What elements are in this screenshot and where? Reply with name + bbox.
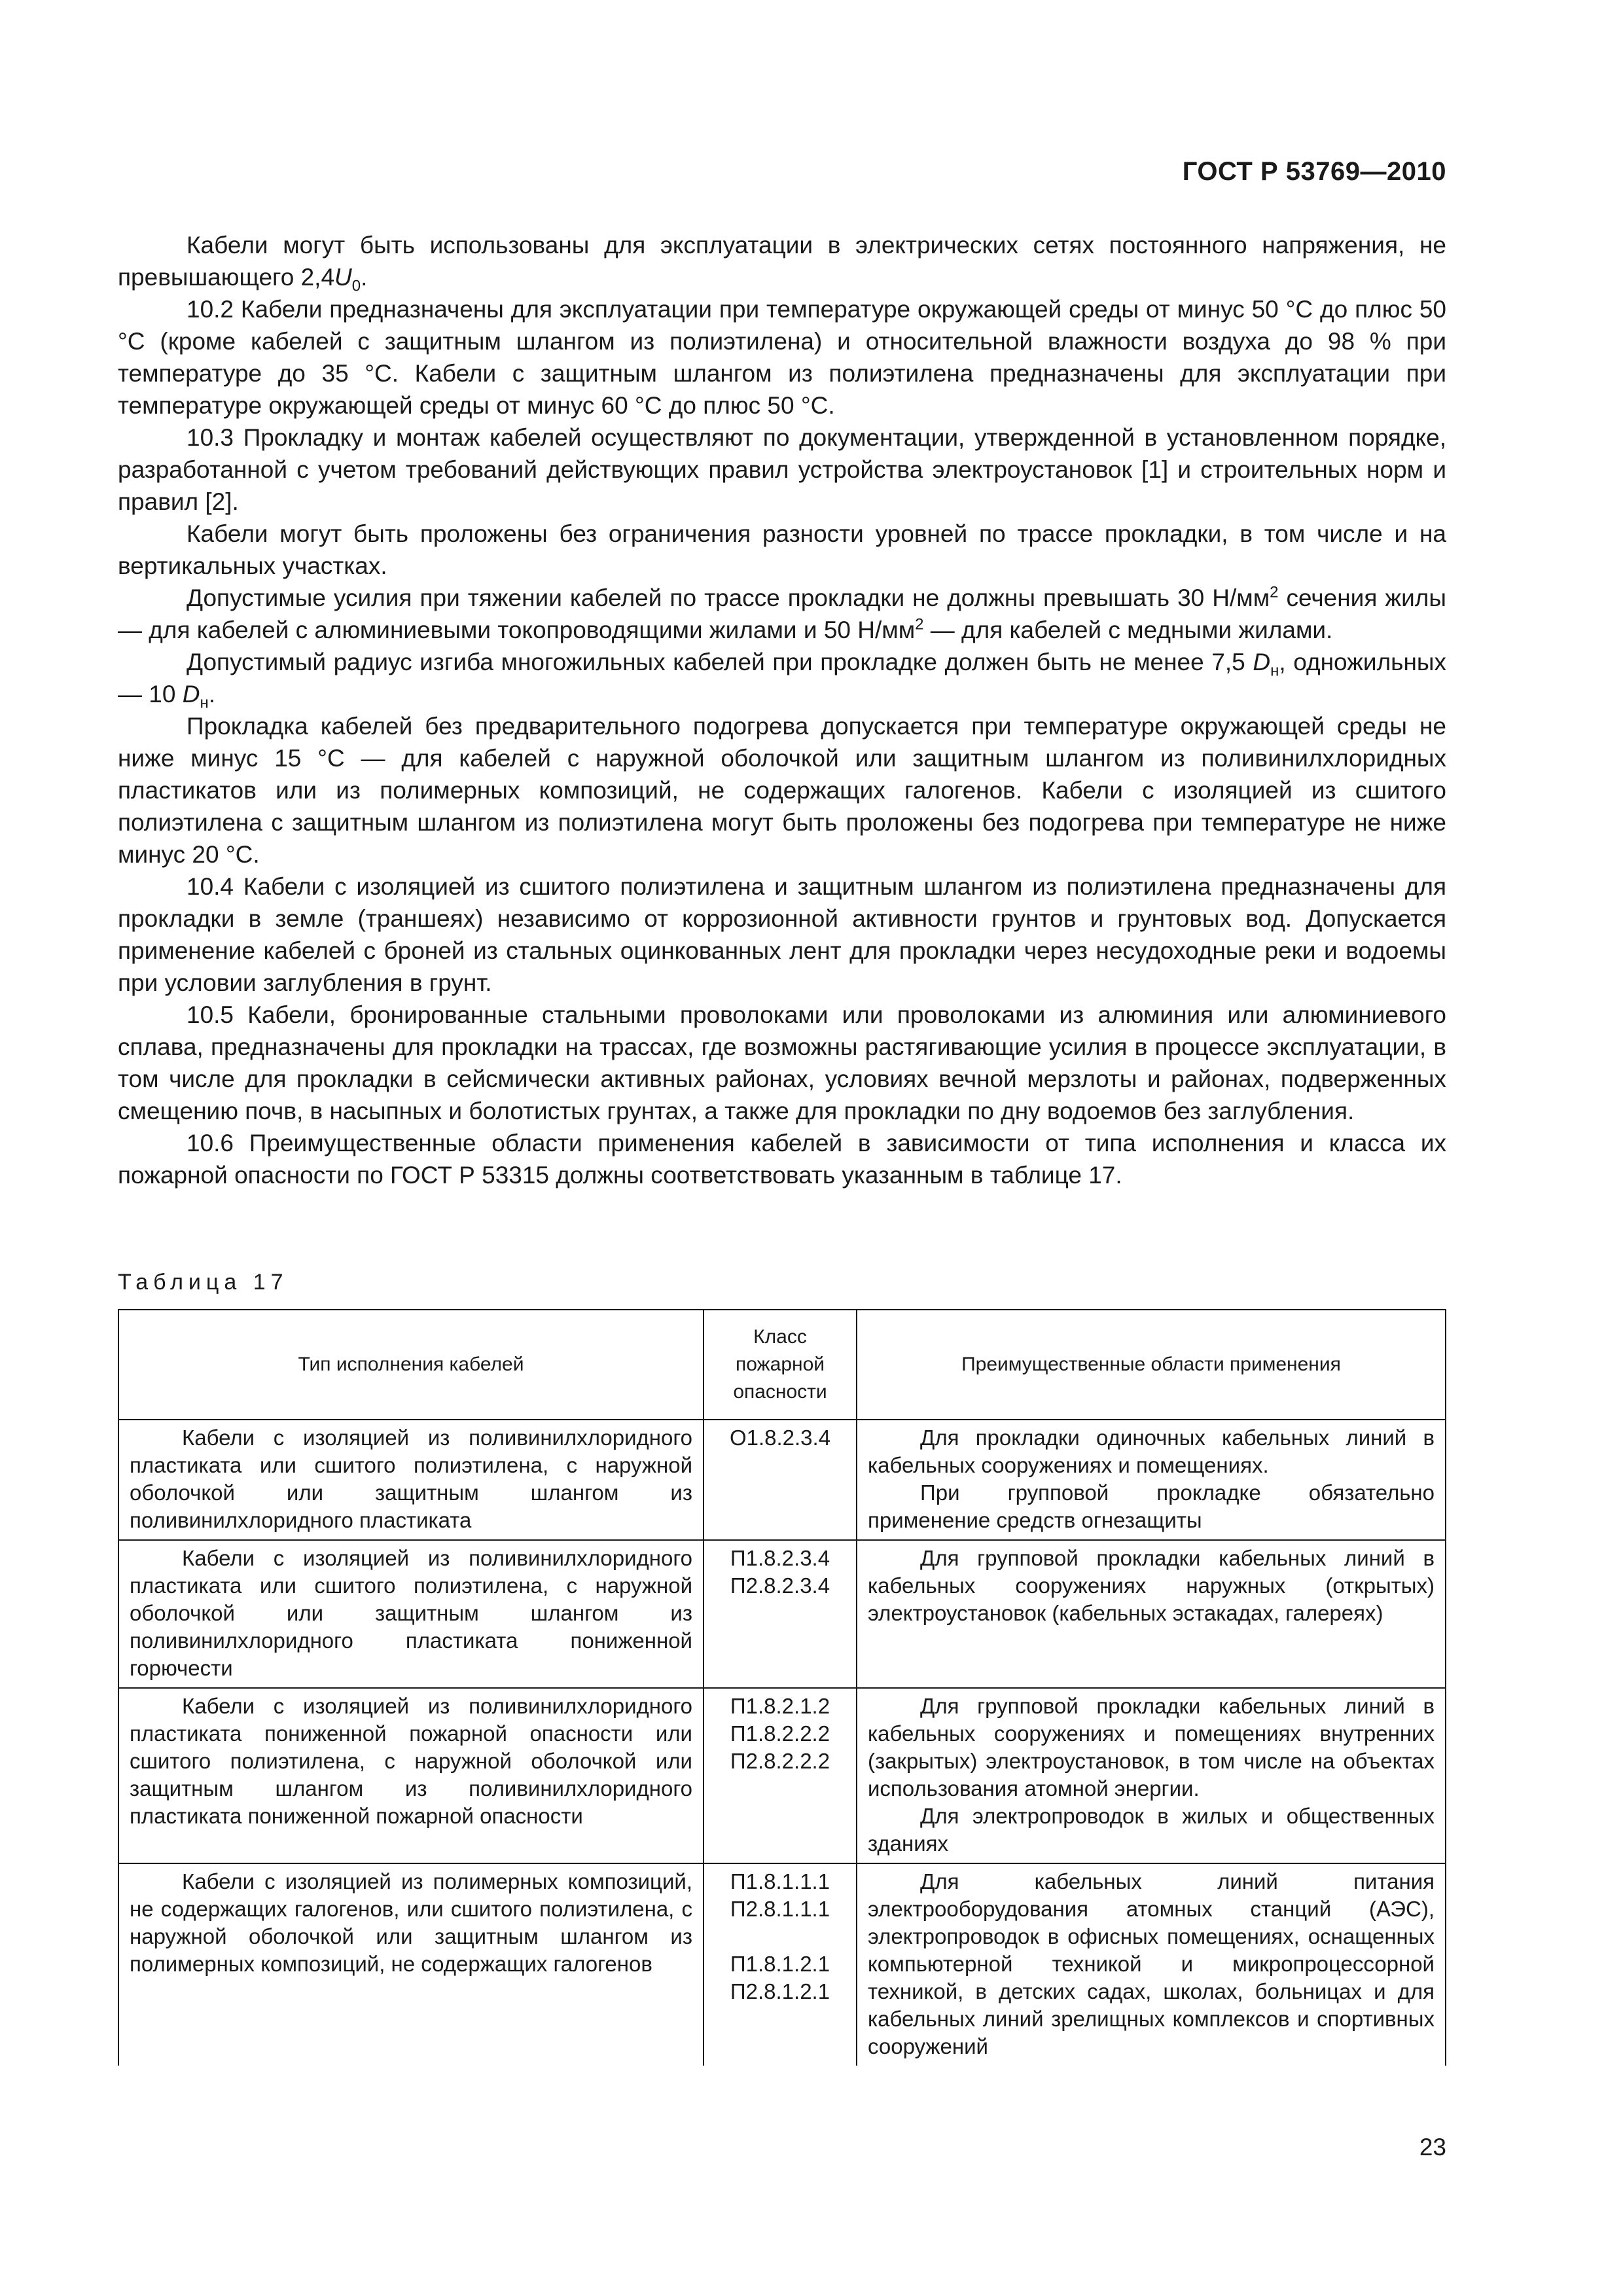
table-row xyxy=(118,1420,1446,1540)
paragraph-level-difference: Кабели могут быть проложены без ограничения разности уровней по трассе прокладки, в том числе и на вертикальных участках. xyxy=(118,520,1446,579)
header-fire-class: Класс пожарной опасности xyxy=(704,1310,857,1420)
paragraph-pulling-force: Допустимые усилия при тяжении кабелей по трассе прокладки не должны превышать 30 $Н/мм^2$ сечения жилы — для кабелей с алюминиевыми токопроводящими жилами и 50 $Н/мм^2$ — для кабелей с медными жилами. xyxy=(118,583,1446,643)
application-areas-table xyxy=(118,1309,1446,2066)
paragraph-10-6: 10.6 Преимущественные области применения кабелей в зависимости от типа исполнения и класса их пожарной опасности по ГОСТ Р 53315 должны соответствовать указанным в таблице 17. xyxy=(118,1130,1446,1189)
document-id-header: ГОСТ Р 53769—2010 xyxy=(1182,157,1446,186)
cell-application-areas: Для групповой прокладки кабельных линий в кабельных сооружениях наружных (открытых) электроустановок (кабельных эстакадах, галереях) xyxy=(857,1540,1446,1688)
cell-cable-type: Кабели с изоляцией из поливинилхлоридного пластиката или сшитого полиэтилена, с наружной оболочкой или защитным шлангом из поливинилхлоридного пластиката xyxy=(118,1420,704,1540)
header-cable-type: Тип исполнения кабелей xyxy=(118,1310,704,1420)
paragraph-10-3: 10.3 Прокладку и монтаж кабелей осуществляют по документации, утвержденной в установленном порядке, разработанной с учетом требований действующих правил устройства электроустановок [1] и строительных норм и правил [2]. xyxy=(118,424,1446,515)
cell-fire-class: О1.8.2.3.4 xyxy=(704,1420,857,1540)
paragraph-dc-voltage: Кабели могут быть использованы для эксплуатации в электрических сетях постоянного напряжения, не превышающего $2,4U_0$. xyxy=(118,232,1446,295)
table-header-row xyxy=(118,1310,1446,1420)
table-row xyxy=(118,1540,1446,1688)
table-row xyxy=(118,1688,1446,1863)
cell-cable-type: Кабели с изоляцией из поливинилхлоридного пластиката пониженной пожарной опасности или сшитого полиэтилена, с наружной оболочкой или защитным шлангом из поливинилхлоридного пластиката пониженной пожарной опасности xyxy=(118,1688,704,1863)
header-application-areas: Преимущественные области применения xyxy=(857,1310,1446,1420)
cell-cable-type: Кабели с изоляцией из полимерных композиций, не содержащих галогенов, или сшитого полиэтилена, с наружной оболочкой или защитным шлангом из полимерных композиций, не содержащих галогенов xyxy=(118,1863,704,2066)
cell-application-areas: Для прокладки одиночных кабельных линий в кабельных сооружениях и помещениях. При групповой прокладке обязательно применение средств огнезащиты xyxy=(857,1420,1446,1540)
paragraph-10-5: 10.5 Кабели, бронированные стальными проволоками или проволоками из алюминия или алюминиевого сплава, предназначены для прокладки на трассах, где возможны растягивающие усилия в процессе эксплуатации, в том числе для прокладки в сейсмически активных районах, условиях вечной мерзлоты и районах, подверженных смещению почв, в насыпных и болотистых грунтах, а также для прокладки по дну водоемов без заглубления. xyxy=(118,1001,1446,1124)
cell-application-areas: Для кабельных линий питания электрооборудования атомных станций (АЭС), электропроводок в офисных помещениях, оснащенных компьютерной техникой и микропроцессорной техникой, в детских садах, школах, больницах и для кабельных линий зрелищных комплексов и спортивных сооружений xyxy=(857,1863,1446,2066)
paragraph-preheating: Прокладка кабелей без предварительного подогрева допускается при температуре окружающей среды не ниже минус 15 °С — для кабелей с наружной оболочкой или защитным шлангом из поливинилхлоридных пластикатов или из полимерных композиций, не содержащих галогенов. Кабели с изоляцией из сшитого полиэтилена с защитным шлангом из полиэтилена могут быть проложены без подогрева при температуре не ниже минус 20 °С. xyxy=(118,713,1446,868)
cell-fire-class: П1.8.2.3.4 П2.8.2.3.4 xyxy=(704,1540,857,1688)
cell-application-areas: Для групповой прокладки кабельных линий в кабельных сооружениях и помещениях внутренних (закрытых) электроустановок, в том числе на объектах использования атомной энергии. Для электропроводок в жилых и общественных зданиях xyxy=(857,1688,1446,1863)
cell-fire-class: П1.8.2.1.2 П1.8.2.2.2 П2.8.2.2.2 xyxy=(704,1688,857,1863)
body-text xyxy=(118,229,1446,1191)
page-number: 23 xyxy=(1419,2134,1446,2161)
cell-cable-type: Кабели с изоляцией из поливинилхлоридного пластиката или сшитого полиэтилена, с наружной оболочкой или защитным шлангом из поливинилхлоридного пластиката пониженной горючести xyxy=(118,1540,704,1688)
paragraph-10-4: 10.4 Кабели с изоляцией из сшитого полиэтилена и защитным шлангом из полиэтилена предназначены для прокладки в земле (траншеях) независимо от коррозионной активности грунтов и грунтовых вод. Допускается применение кабелей с броней из стальных оцинкованных лент для прокладки через несудоходные реки и водоемы при условии заглубления в грунт. xyxy=(118,873,1446,996)
cell-fire-class: П1.8.1.1.1 П2.8.1.1.1 П1.8.1.2.1 П2.8.1.2.1 xyxy=(704,1863,857,2066)
paragraph-bend-radius: Допустимый радиус изгиба многожильных кабелей при прокладке должен быть не менее 7,5 $D_н$, одножильных — 10 $D_н$. xyxy=(118,649,1446,712)
table-row xyxy=(118,1863,1446,2066)
paragraph-10-2: 10.2 Кабели предназначены для эксплуатации при температуре окружающей среды от минус 50 °С до плюс 50 °С (кроме кабелей с защитным шлангом из полиэтилена) и относительной влажности воздуха до 98 % при температуре до 35 °С. Кабели с защитным шлангом из полиэтилена предназначены для эксплуатации при температуре окружающей среды от минус 60 °С до плюс 50 °С. xyxy=(118,296,1446,419)
table-caption: Таблица 17 xyxy=(118,1270,289,1295)
